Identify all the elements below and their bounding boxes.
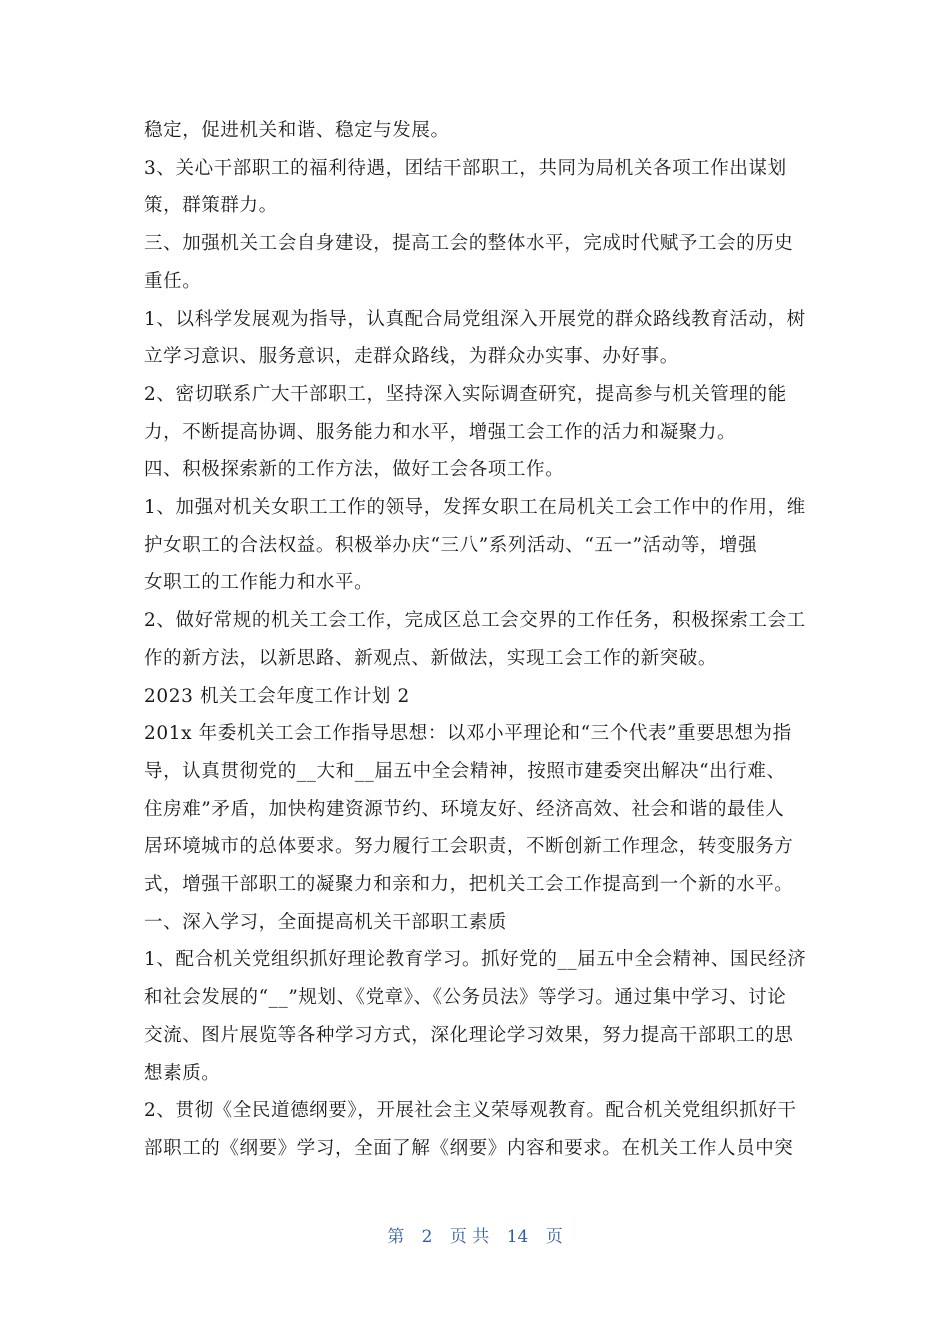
text-line: 1、加强对机关女职工工作的领导，发挥女职工在局机关工会工作中的作用，维: [144, 497, 806, 518]
text-line: 1、配合机关党组织抓好理论教育学习。抓好党的__届五中全会精神、国民经济: [144, 949, 807, 971]
text-line: 导，认真贯彻党的__大和__届五中全会精神，按照市建委突出解决“出行难、: [144, 760, 786, 782]
text-line: 2、做好常规的机关工会工作，完成区总工会交界的工作任务，积极探索工会工: [144, 610, 806, 632]
text-line: 护女职工的合法权益。积极举办庆“三八”系列活动、“五一”活动等，增强: [144, 534, 758, 556]
text-line: 201x 年委机关工会工作指导思想：以邓小平理论和“三个代表”重要思想为指: [144, 723, 792, 745]
footer-middle: 页 共: [449, 1227, 490, 1247]
text-line: 2、贯彻《全民道德纲要》，开展社会主义荣辱观教育。配合机关党组织抓好干: [144, 1100, 797, 1122]
footer-prefix: 第: [387, 1227, 405, 1247]
text-line: 式，增强干部职工的凝聚力和亲和力，把机关工会工作提高到一个新的水平。: [144, 874, 794, 895]
text-line: 女职工的工作能力和水平。: [144, 572, 374, 594]
current-page-number: 2: [421, 1227, 433, 1247]
text-line: 策，群策群力。: [144, 195, 278, 217]
text-line: 和社会发展的“__”规划、《党章》、《公务员法》等学习。通过集中学习、讨论: [144, 987, 787, 1009]
text-line: 想素质。: [144, 1062, 221, 1084]
text-line: 重任。: [144, 270, 202, 292]
text-line: 住房难”矛盾，加快构建资源节约、环境友好、经济高效、社会和谐的最佳人: [144, 798, 785, 820]
text-line: 3、关心干部职工的福利待遇，团结干部职工，共同为局机关各项工作出谋划: [144, 157, 787, 179]
section-heading: 2023 机关工会年度工作计划 2: [144, 685, 410, 707]
total-page-count: 14: [506, 1227, 529, 1247]
text-line: 作的新方法，以新思路、新观点、新做法，实现工会工作的新突破。: [144, 647, 718, 669]
text-line: 稳定，促进机关和谐、稳定与发展。: [144, 120, 450, 141]
footer-suffix: 页: [545, 1227, 563, 1247]
text-line: 立学习意识、服务意识，走群众路线，为群众办实事、办好事。: [144, 346, 679, 368]
text-line: 四、积极探索新的工作方法，做好工会各项工作。: [144, 459, 565, 481]
text-line: 三、加强机关工会自身建设，提高工会的整体水平，完成时代赋予工会的历史: [144, 233, 794, 255]
text-line: 一、深入学习，全面提高机关干部职工素质: [144, 911, 507, 933]
text-line: 居环境城市的总体要求。努力履行工会职责，不断创新工作理念，转变服务方: [144, 836, 794, 858]
text-line: 交流、图片展览等各种学习方式，深化理论学习效果，努力提高干部职工的思: [144, 1024, 794, 1046]
text-line: 1、以科学发展观为指导，认真配合局党组深入开展党的群众路线教育活动，树: [144, 308, 806, 330]
page-footer: [0, 1222, 950, 1252]
text-line: 力，不断提高协调、服务能力和水平，增强工会工作的活力和凝聚力。: [144, 421, 737, 443]
text-line: 2、密切联系广大干部职工，坚持深入实际调查研究，提高参与机关管理的能: [144, 383, 787, 405]
text-line: 部职工的《纲要》学习，全面了解《纲要》内容和要求。在机关工作人员中突: [144, 1137, 794, 1159]
